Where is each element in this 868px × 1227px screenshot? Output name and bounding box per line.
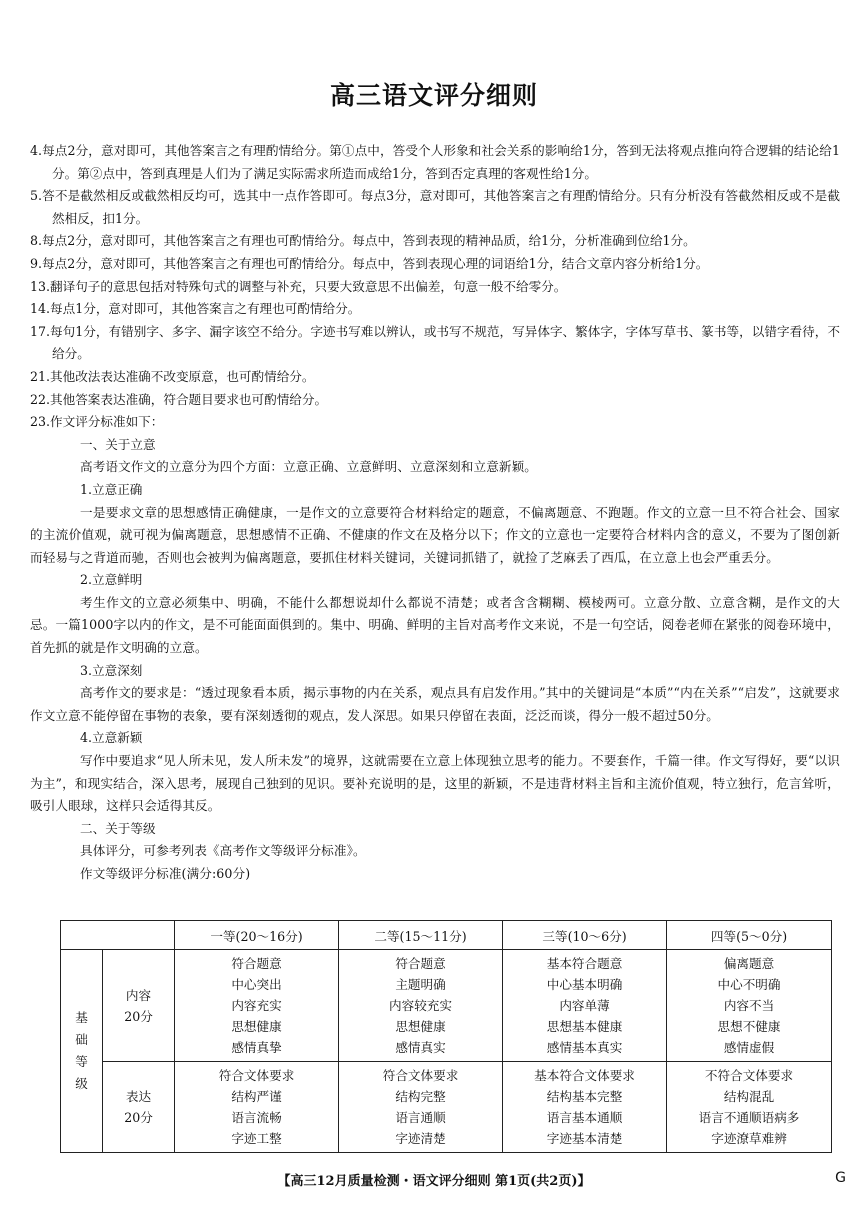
table-cell <box>339 1062 503 1153</box>
table-cell <box>503 1062 667 1153</box>
subsection-heading: 2.立意鲜明 <box>80 572 143 588</box>
group-label-text: 基 础 等 级 <box>75 1010 88 1091</box>
rule-item: 13.翻译句子的意思包括对特殊句式的调整与补充，只要大致意思不出偏差，句意一般不给零分。 <box>30 278 567 294</box>
rule-item: 14.每点1分，意对即可，其他答案言之有理也可酌情给分。 <box>30 301 361 317</box>
rule-item: 9.每点2分，意对即可，其他答案言之有理也可酌情给分。每点中，答到表现心理的词语给1分，结合文章内容分析给1分。 <box>30 255 709 271</box>
subsection-text: 高考作文的要求是：“透过现象看本质，揭示事物的内在关系，观点具有启发作用。”其中的关键词是“本质”“内在关系”“启发”，这就要求作文立意不能停留在事物的表象，要有深刻透彻的观点，发人深思。如果只停留在表面，泛泛而谈，得分一般不超过50分。 <box>30 685 840 723</box>
rule-item: 22.其他答案表达准确，符合题目要求也可酌情给分。 <box>30 391 328 407</box>
table-header: 二等(15～11分) <box>339 921 503 950</box>
table-cell <box>339 950 503 1062</box>
table-header: 四等(5～0分) <box>667 921 832 950</box>
group-label <box>61 950 103 1153</box>
rule-item: 5.答不是截然相反或截然相反均可，选其中一点作答即可。每点3分，意对即可，其他答案言之有理酌情给分。只有分析没有答截然相反或不是截然相反，扣1分。 <box>30 188 840 226</box>
section-heading: 一、关于立意 <box>80 436 156 452</box>
table-caption: 作文等级评分标准(满分:60分) <box>80 866 251 881</box>
subsection-heading: 3.立意深刻 <box>80 662 143 678</box>
subsection-text: 写作中要追求“见人所未见，发人所未发”的境界，这就需要在立意上体现独立思考的能力。不要套作，千篇一律。作文写得好，要“以识为主”，和现实结合，深入思考，展现自己独到的见识。要补充说明的是，这里的新颖，不是违背材料主旨和主流价值观，特立独行，危言耸听，吸引人眼球，这样只会适得其反。 <box>30 753 840 814</box>
row-label-text: 表达 20分 <box>124 1089 153 1125</box>
table-row <box>61 950 832 1062</box>
table-row <box>61 1062 832 1153</box>
row-label-text: 内容 20分 <box>124 987 153 1024</box>
rule-item: 17.每句1分，有错别字、多字、漏字该空不给分。字迹书写难以辨认，或书写不规范，写异体字、繁体字，字体写草书、篆书等，以错字看待，不给分。 <box>30 323 840 362</box>
row-label <box>103 1062 175 1153</box>
section-heading: 二、关于等级 <box>80 820 156 836</box>
rule-item: 23.作文评分标准如下： <box>30 414 164 430</box>
subsection-text: 考生作文的立意必须集中、明确，不能什么都想说却什么都说不清楚；或者含含糊糊、模棱两可。立意分散、立意含糊，是作文的大忌。一篇1000字以内的作文，是不可能面面俱到的。集中、明确、鲜明的主旨对高考作文来说，不是一句空话，阅卷老师在紧张的阅卷环境中，首先抓的就是作文明确的立意。 <box>30 594 840 656</box>
subsection-heading: 1.立意正确 <box>80 481 143 497</box>
rule-item: 4.每点2分，意对即可，其他答案言之有理酌情给分。第①点中，答受个人形象和社会关系的影响给1分，答到无法将观点推向符合逻辑的结论给1分。第②点中，答到真理是人们为了满足实际需求所造而成给1分，答到否定真理的客观性给1分。 <box>30 143 840 181</box>
cell-text: 符合题意 中心突出 内容充实 思想健康 感情真挚 <box>231 956 282 1055</box>
subsection-text: 一是要求文章的思想感情正确健康，一是作文的立意要符合材料给定的题意，不偏离题意、不跑题。作文的立意一旦不符合社会、国家的主流价值观，就可视为偏离题意，思想感情不正确、不健康的作文在及格分以下；作文的立意也一定要符合材料内含的意义，不要为了图创新而轻易与之背道而驰，否则也会被判为偏离题意，要抓住材料关键词，关键词抓错了，就捡了芝麻丢了西瓜，在立意上也会严重丢分。 <box>30 504 840 565</box>
table-header-row <box>61 921 832 950</box>
subsection-heading: 4.立意新颖 <box>80 730 143 746</box>
scoring-rules <box>30 140 840 886</box>
table-cell <box>175 950 339 1062</box>
cell-text: 基本符合题意 中心基本明确 内容单薄 思想基本健康 感情基本真实 <box>546 956 623 1055</box>
cell-text: 符合题意 主题明确 内容较充实 思想健康 感情真实 <box>389 956 452 1055</box>
page-title: 高三语文评分细则 <box>329 81 538 110</box>
grading-table <box>60 920 832 1153</box>
rule-item: 21.其他改法表达准确不改变原意，也可酌情给分。 <box>30 368 315 384</box>
row-label <box>103 950 175 1062</box>
cell-text: 不符合文体要求 结构混乱 语言不通顺语病多 字迹潦草难辨 <box>698 1068 800 1146</box>
page-footer: 【高三12月质量检测・语文评分细则 第1页(共2页)】 <box>277 1174 591 1189</box>
table-cell <box>503 950 667 1062</box>
table-cell <box>667 950 832 1062</box>
rule-item: 8.每点2分，意对即可，其他答案言之有理也可酌情给分。每点中，答到表现的精神品质，给1分，分析准确到位给1分。 <box>30 233 696 249</box>
cell-text: 符合文体要求 结构完整 语言通顺 字迹清楚 <box>382 1068 459 1146</box>
cell-text: 偏离题意 中心不明确 内容不当 思想不健康 感情虚假 <box>717 956 781 1055</box>
table-cell <box>175 1062 339 1153</box>
table-cell <box>667 1062 832 1153</box>
grading-note: 具体评分，可参考列表《高考作文等级评分标准》。 <box>80 843 366 859</box>
table-header: 一等(20～16分) <box>175 921 339 950</box>
cell-text: 基本符合文体要求 结构基本完整 语言基本通顺 字迹基本清楚 <box>534 1068 635 1146</box>
cell-text: 符合文体要求 结构严谨 语言流畅 字迹工整 <box>218 1068 295 1146</box>
essay-intro: 高考语文作文的立意分为四个方面：立意正确、立意鲜明、立意深刻和立意新颖。 <box>80 459 537 475</box>
table-header: 三等(10～6分) <box>503 921 667 950</box>
paper-code: G <box>835 1170 846 1186</box>
table-corner <box>61 921 175 950</box>
